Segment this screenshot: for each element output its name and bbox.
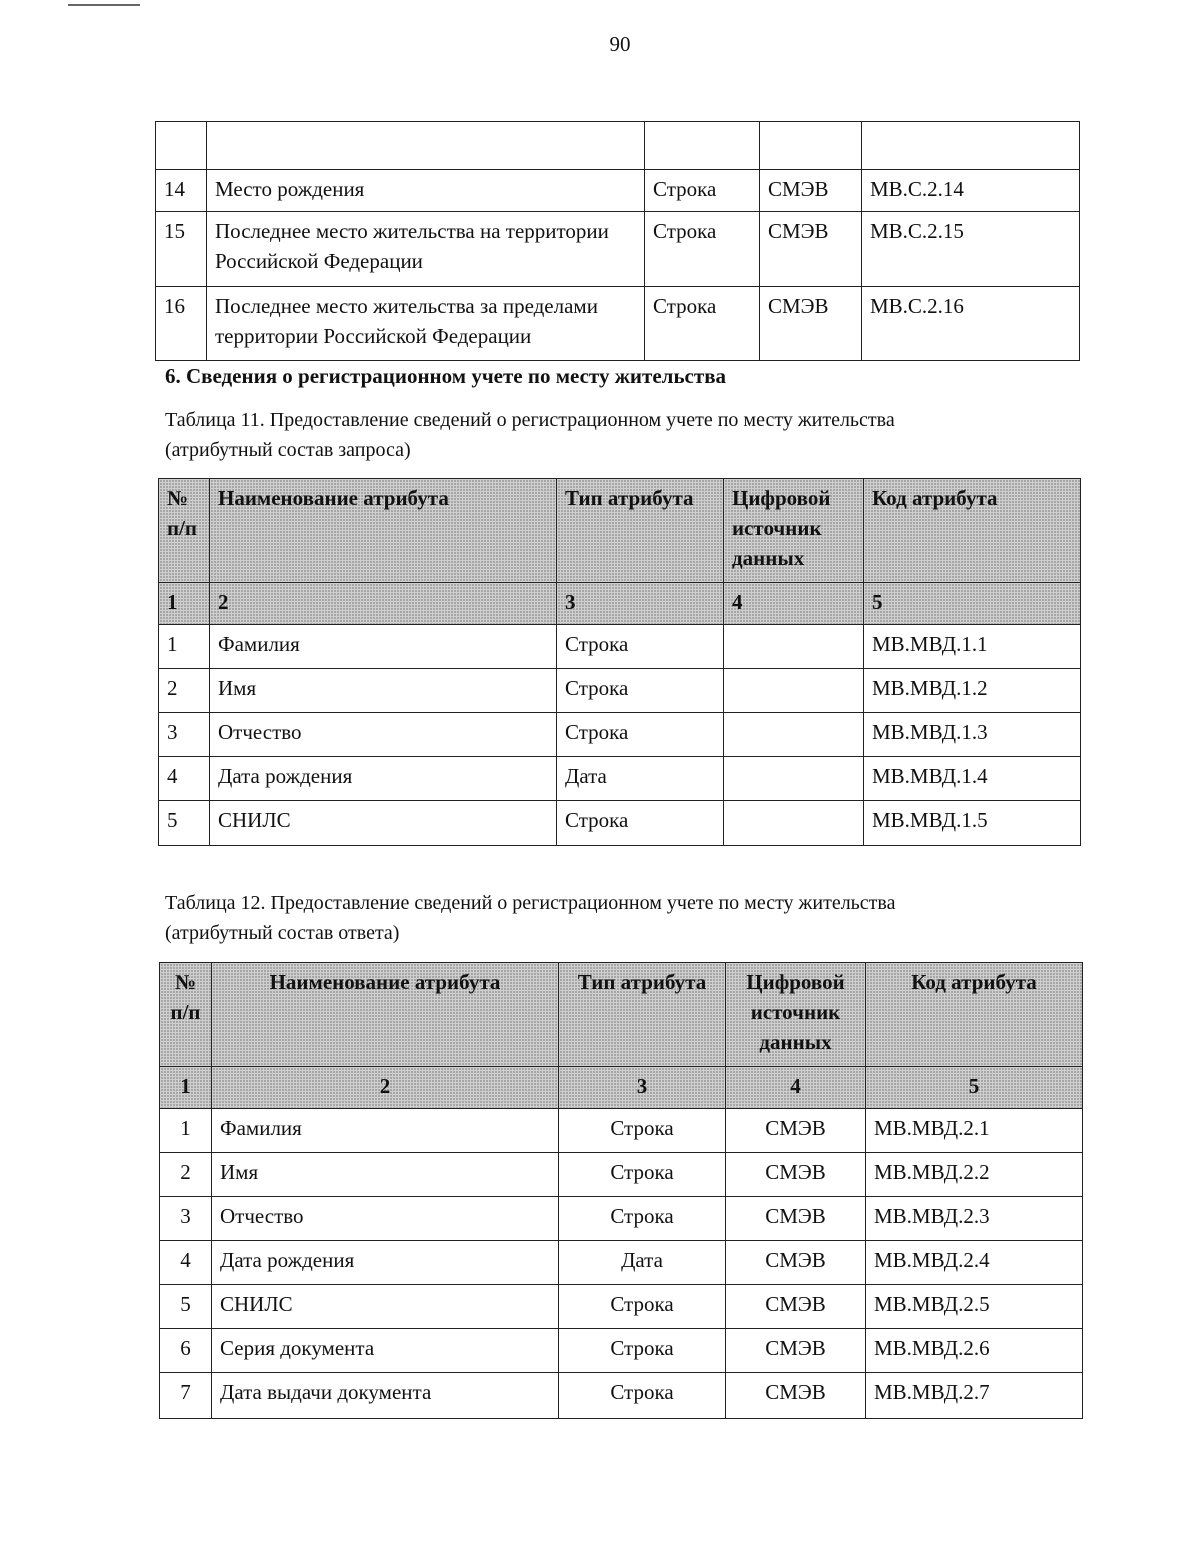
- cell-source: СМЭВ: [760, 170, 862, 212]
- cell-source: [724, 713, 864, 757]
- page-number: 90: [609, 32, 631, 56]
- cell-source: СМЭВ: [726, 1285, 866, 1329]
- cell-type: Строка: [645, 287, 760, 361]
- cell-code: МВ.МВД.2.6: [866, 1329, 1083, 1373]
- table-row: [156, 287, 1080, 361]
- cell-name: Отчество: [212, 1197, 559, 1241]
- table-11: [158, 478, 1081, 846]
- table-row: [159, 713, 1081, 757]
- cell-source: СМЭВ: [726, 1329, 866, 1373]
- cell-code: МВ.МВД.2.3: [866, 1197, 1083, 1241]
- index-row: [159, 583, 1081, 625]
- cell-number: 4: [159, 757, 210, 801]
- cell-number: 4: [160, 1241, 212, 1285]
- cell-code: МВ.МВД.1.1: [864, 625, 1081, 669]
- cell-number: 14: [156, 170, 207, 212]
- cell-number: 2: [159, 669, 210, 713]
- cell-name: Последнее место жительства за пределами территории Российской Федерации: [207, 287, 645, 361]
- table-row: [156, 170, 1080, 212]
- table-row: [159, 757, 1081, 801]
- cell-number: 7: [160, 1373, 212, 1419]
- cell-type: Строка: [645, 170, 760, 212]
- cell-number: 16: [156, 287, 207, 361]
- cell-type: Строка: [559, 1285, 726, 1329]
- cell-name: Фамилия: [212, 1109, 559, 1153]
- cell-name: Место рождения: [207, 170, 645, 212]
- continued-attribute-table: [155, 121, 1080, 361]
- index-cell: 4: [726, 1067, 866, 1109]
- cell-code: МВ.МВД.2.4: [866, 1241, 1083, 1285]
- cell-name: Дата рождения: [212, 1241, 559, 1285]
- cell-source: СМЭВ: [726, 1373, 866, 1419]
- table-row: [159, 801, 1081, 846]
- table-row: [156, 122, 1080, 170]
- cell-source: СМЭВ: [726, 1241, 866, 1285]
- index-cell: 2: [210, 583, 557, 625]
- index-cell: 5: [866, 1067, 1083, 1109]
- cell-type: Строка: [557, 669, 724, 713]
- cell-code: [862, 122, 1080, 170]
- index-cell: 2: [212, 1067, 559, 1109]
- cell-name: Фамилия: [210, 625, 557, 669]
- cell-type: [645, 122, 760, 170]
- cell-source: СМЭВ: [760, 212, 862, 287]
- header-source: Цифровой источник данных: [724, 479, 864, 583]
- cell-number: 2: [160, 1153, 212, 1197]
- header-source: Цифровой источник данных: [726, 963, 866, 1067]
- index-cell: 3: [559, 1067, 726, 1109]
- cell-source: [724, 625, 864, 669]
- header-type: Тип атрибута: [557, 479, 724, 583]
- cell-code: МВ.МВД.1.3: [864, 713, 1081, 757]
- cell-number: 3: [159, 713, 210, 757]
- table-row: [160, 1329, 1083, 1373]
- index-cell: 1: [159, 583, 210, 625]
- cell-code: МВ.МВД.1.2: [864, 669, 1081, 713]
- cell-type: Строка: [557, 801, 724, 846]
- cell-name: Дата рождения: [210, 757, 557, 801]
- cell-number: 5: [159, 801, 210, 846]
- header-code: Код атрибута: [866, 963, 1083, 1067]
- table-row: [160, 1153, 1083, 1197]
- cell-source: СМЭВ: [726, 1109, 866, 1153]
- cell-number: 6: [160, 1329, 212, 1373]
- cell-number: 15: [156, 212, 207, 287]
- header-number: № п/п: [160, 963, 212, 1067]
- table-row: [159, 625, 1081, 669]
- table-row: [160, 1373, 1083, 1419]
- cell-code: МВ.МВД.1.5: [864, 801, 1081, 846]
- cell-source: СМЭВ: [726, 1197, 866, 1241]
- header-type: Тип атрибута: [559, 963, 726, 1067]
- cell-type: Строка: [559, 1329, 726, 1373]
- corner-mark: [68, 4, 140, 6]
- cell-type: Строка: [557, 625, 724, 669]
- cell-name: Последнее место жительства на территории Российской Федерации: [207, 212, 645, 287]
- index-cell: 3: [557, 583, 724, 625]
- index-row: [160, 1067, 1083, 1109]
- cell-type: Дата: [557, 757, 724, 801]
- table-row: [160, 1109, 1083, 1153]
- cell-code: МВ.МВД.2.1: [866, 1109, 1083, 1153]
- cell-name: Дата выдачи документа: [212, 1373, 559, 1419]
- cell-type: Строка: [557, 713, 724, 757]
- header-number: № п/п: [159, 479, 210, 583]
- cell-source: СМЭВ: [726, 1153, 866, 1197]
- cell-source: [724, 669, 864, 713]
- header-row: [160, 963, 1083, 1067]
- cell-number: [156, 122, 207, 170]
- cell-source: [760, 122, 862, 170]
- cell-type: Строка: [559, 1197, 726, 1241]
- cell-code: МВ.МВД.2.5: [866, 1285, 1083, 1329]
- table-12-caption: Таблица 12. Предоставление сведений о регистрационном учете по месту жительства (атрибутный состав ответа): [165, 892, 896, 944]
- cell-number: 1: [160, 1109, 212, 1153]
- index-cell: 1: [160, 1067, 212, 1109]
- cell-source: [724, 801, 864, 846]
- cell-code: МВ.МВД.1.4: [864, 757, 1081, 801]
- table-row: [156, 212, 1080, 287]
- cell-code: МВ.С.2.16: [862, 287, 1080, 361]
- cell-name: Отчество: [210, 713, 557, 757]
- cell-name: Серия документа: [212, 1329, 559, 1373]
- table-11-caption: Таблица 11. Предоставление сведений о регистрационном учете по месту жительства (атрибутный состав запроса): [165, 409, 895, 461]
- cell-number: 5: [160, 1285, 212, 1329]
- cell-source: СМЭВ: [760, 287, 862, 361]
- header-name: Наименование атрибута: [210, 479, 557, 583]
- table-row: [159, 669, 1081, 713]
- cell-type: Строка: [559, 1373, 726, 1419]
- header-name: Наименование атрибута: [212, 963, 559, 1067]
- cell-code: МВ.МВД.2.7: [866, 1373, 1083, 1419]
- cell-source: [724, 757, 864, 801]
- cell-code: МВ.С.2.15: [862, 212, 1080, 287]
- table-12: [159, 962, 1083, 1419]
- cell-code: МВ.С.2.14: [862, 170, 1080, 212]
- cell-name: СНИЛС: [212, 1285, 559, 1329]
- index-cell: 4: [724, 583, 864, 625]
- cell-code: МВ.МВД.2.2: [866, 1153, 1083, 1197]
- table-row: [160, 1285, 1083, 1329]
- cell-name: [207, 122, 645, 170]
- cell-number: 3: [160, 1197, 212, 1241]
- header-code: Код атрибута: [864, 479, 1081, 583]
- section-heading: 6. Сведения о регистрационном учете по месту жительства: [165, 364, 727, 388]
- table-row: [160, 1197, 1083, 1241]
- cell-name: Имя: [210, 669, 557, 713]
- header-row: [159, 479, 1081, 583]
- table-row: [160, 1241, 1083, 1285]
- cell-type: Строка: [559, 1109, 726, 1153]
- cell-name: Имя: [212, 1153, 559, 1197]
- cell-type: Дата: [559, 1241, 726, 1285]
- cell-number: 1: [159, 625, 210, 669]
- cell-name: СНИЛС: [210, 801, 557, 846]
- cell-type: Строка: [645, 212, 760, 287]
- index-cell: 5: [864, 583, 1081, 625]
- cell-type: Строка: [559, 1153, 726, 1197]
